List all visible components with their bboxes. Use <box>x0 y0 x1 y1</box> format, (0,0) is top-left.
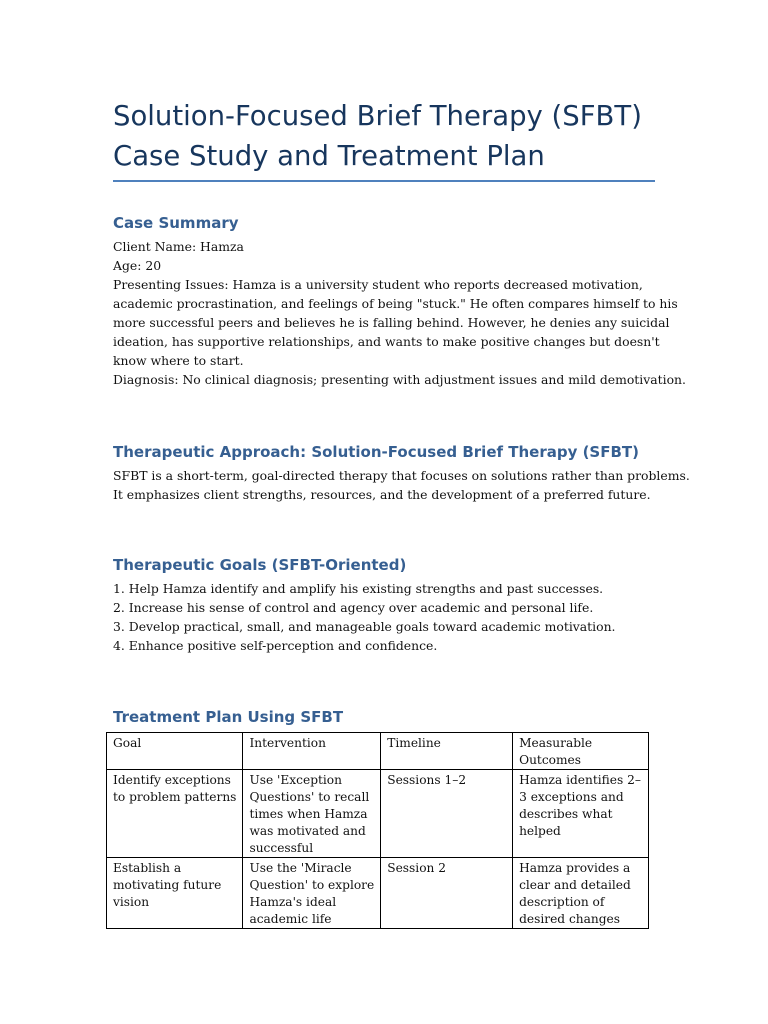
title-divider <box>113 180 655 182</box>
table-header-row <box>107 733 649 770</box>
cell-line: Identify exceptions <box>113 773 231 787</box>
cell-line: Hamza's ideal <box>249 895 337 909</box>
cell-line: Use the 'Miracle <box>249 861 352 875</box>
table-cell <box>243 770 381 858</box>
cell-line: helped <box>519 824 561 838</box>
approach-section <box>113 442 690 504</box>
cell-line: describes what <box>519 807 613 821</box>
case-summary-line: ideation, has supportive relationships, and wants to make positive changes but doesn't <box>113 334 660 349</box>
approach-text <box>113 466 690 504</box>
cell-line: Outcomes <box>519 753 582 767</box>
cell-line: Questions' to recall <box>249 790 370 804</box>
goal-item: 4. Enhance positive self-perception and confidence. <box>113 638 438 653</box>
cell-line: 3 exceptions and <box>519 790 624 804</box>
goal-item: 2. Increase his sense of control and agency over academic and personal life. <box>113 600 594 615</box>
cell-line: was motivated and <box>249 824 366 838</box>
cell-line: vision <box>113 895 150 909</box>
cell-line: Question' to explore <box>249 878 375 892</box>
cell-line: academic life <box>249 912 332 926</box>
cell-line: Goal <box>113 736 142 750</box>
cell-line: motivating future <box>113 878 222 892</box>
treatment-plan-section <box>113 707 658 731</box>
case-summary-line: academic procrastination, and feelings of being "stuck." He often compares himself to his <box>113 296 678 311</box>
cell-line: times when Hamza <box>249 807 368 821</box>
case-summary-line: know where to start. <box>113 353 244 368</box>
table-cell <box>381 858 513 929</box>
cell-line: to problem patterns <box>113 790 237 804</box>
case-summary-line: Client Name: Hamza <box>113 239 244 254</box>
goals-section <box>113 555 658 655</box>
goal-item: 3. Develop practical, small, and manageable goals toward academic motivation. <box>113 619 616 634</box>
table-row <box>107 858 649 929</box>
case-summary-text <box>113 237 686 389</box>
header-cell-goal <box>107 733 243 770</box>
table-cell <box>381 770 513 858</box>
header-cell-outcomes <box>513 733 649 770</box>
treatment-plan-table <box>106 732 649 929</box>
cell-line: Hamza provides a <box>519 861 631 875</box>
cell-line: Sessions 1–2 <box>387 773 467 787</box>
cell-line: Session 2 <box>387 861 447 875</box>
table-cell <box>513 858 649 929</box>
table-cell <box>243 858 381 929</box>
table-row <box>107 770 649 858</box>
goals-list <box>113 579 658 655</box>
document-title <box>113 96 673 176</box>
title-line: Solution-Focused Brief Therapy (SFBT) <box>113 100 642 132</box>
table-cell <box>107 858 243 929</box>
cell-line: Timeline <box>387 736 441 750</box>
cell-line: clear and detailed <box>519 878 631 892</box>
cell-line: Intervention <box>249 736 326 750</box>
cell-line: Hamza identifies 2– <box>519 773 641 787</box>
approach-line: It emphasizes client strengths, resources, and the development of a preferred future. <box>113 487 651 502</box>
table-cell <box>107 770 243 858</box>
approach-heading: Therapeutic Approach: Solution-Focused Brief Therapy (SFBT) <box>113 443 640 461</box>
approach-line: SFBT is a short-term, goal-directed therapy that focuses on solutions rather than problems. <box>113 468 690 483</box>
cell-line: desired changes <box>519 912 621 926</box>
cell-line: Establish a <box>113 861 182 875</box>
cell-line: Use 'Exception <box>249 773 342 787</box>
header-cell-timeline <box>381 733 513 770</box>
goals-heading: Therapeutic Goals (SFBT-Oriented) <box>113 556 407 574</box>
treatment-plan-heading: Treatment Plan Using SFBT <box>113 708 344 726</box>
case-summary-line: Presenting Issues: Hamza is a university student who reports decreased motivation, <box>113 277 643 292</box>
header-cell-intervention <box>243 733 381 770</box>
table-cell <box>513 770 649 858</box>
goal-item: 1. Help Hamza identify and amplify his existing strengths and past successes. <box>113 581 604 596</box>
cell-line: description of <box>519 895 605 909</box>
case-summary-line: more successful peers and believes he is falling behind. However, he denies any suicidal <box>113 315 670 330</box>
case-summary-line: Diagnosis: No clinical diagnosis; presenting with adjustment issues and mild demotivation. <box>113 372 686 387</box>
case-summary-line: Age: 20 <box>113 258 162 273</box>
case-summary-section <box>113 213 686 389</box>
cell-line: successful <box>249 841 314 855</box>
title-line: Case Study and Treatment Plan <box>113 140 545 172</box>
cell-line: Measurable <box>519 736 593 750</box>
case-summary-heading: Case Summary <box>113 214 239 232</box>
